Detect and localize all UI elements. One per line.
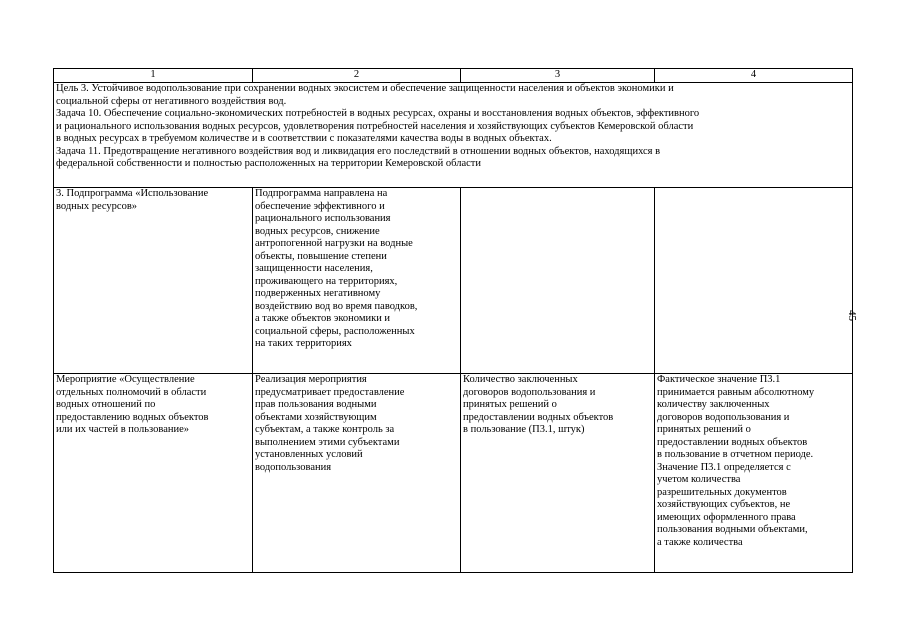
goal-cell <box>54 83 853 188</box>
cell-line: Мероприятие «Осуществление <box>56 374 195 385</box>
program-table <box>53 68 853 573</box>
measure-indicator-cell <box>461 374 655 573</box>
cell-line: предоставлении водных объектов <box>657 436 808 448</box>
task11-line: федеральной собственности и полностью расположенных на территории Кемеровской области <box>56 158 481 169</box>
cell-line: водных ресурсов» <box>56 200 138 212</box>
cell-line: Фактическое значение П3.1 <box>657 374 781 385</box>
cell-line: договоров водопользования и <box>463 386 596 398</box>
task11-line: Задача 11. Предотвращение негативного воздействия вод и ликвидация его последствий в отношении водных объектов, находящихся в <box>56 145 661 157</box>
cell-line: водных ресурсов, снижение <box>255 225 380 237</box>
cell-line: установленных условий <box>255 449 363 460</box>
task10-line: Задача 10. Обеспечение социально-экономических потребностей в водных ресурсах, охраны и восстановления водных объектов, эффективного <box>56 108 700 119</box>
header-row <box>54 69 853 83</box>
cell-line: объекты, повышение степени <box>255 250 387 262</box>
cell-line: Значение П3.1 определяется с <box>657 461 791 473</box>
subprogram-description-cell <box>253 188 461 374</box>
cell-line: предоставлению водных объектов <box>56 411 209 423</box>
measure-name-cell <box>54 374 253 573</box>
subprogram-method-cell <box>655 188 853 374</box>
cell-line: проживающего на территориях, <box>255 275 398 287</box>
cell-line: а также объектов экономики и <box>255 313 391 324</box>
cell-line: учетом количества <box>657 474 741 485</box>
cell-line: подверженных негативному <box>255 288 381 299</box>
subprogram-indicator-cell <box>461 188 655 374</box>
cell-line: субъектам, а также контроль за <box>255 424 395 435</box>
header-cell-4: 4 <box>655 69 853 83</box>
cell-line: 3. Подпрограмма «Использование <box>56 188 209 199</box>
cell-line: на таких территориях <box>255 338 352 349</box>
header-cell-2: 2 <box>253 69 461 83</box>
cell-line: или их частей в пользование» <box>56 424 189 435</box>
measure-method-cell <box>655 374 853 573</box>
cell-line: в пользование в отчетном периоде. <box>657 449 814 460</box>
cell-line: Подпрограмма направлена на <box>255 188 388 199</box>
goal-line: Цель 3. Устойчивое водопользование при сохранении водных экосистем и обеспечение защищенности населения и объектов экономики и <box>56 83 674 94</box>
cell-line: Реализация мероприятия <box>255 374 367 385</box>
cell-line: объектами хозяйствующим <box>255 411 377 423</box>
cell-line: в пользование (П3.1, штук) <box>463 424 585 435</box>
cell-line: водных отношений по <box>56 399 156 410</box>
header-cell-3: 3 <box>461 69 655 83</box>
cell-line: разрешительных документов <box>657 486 787 498</box>
cell-line: антропогенной нагрузки на водные <box>255 238 413 249</box>
goal-row <box>54 83 853 188</box>
cell-line: защищенности населения, <box>255 263 373 274</box>
cell-line: предусматривает предоставление <box>255 386 405 398</box>
task10-line: в водных ресурсах в требуемом количестве и в соответствии с показателями качества воды в водных объектах. <box>56 133 552 144</box>
cell-line: принимается равным абсолютному <box>657 386 815 398</box>
cell-line: воздействию вод во время паводков, <box>255 300 418 312</box>
cell-line: выполнением этими субъектами <box>255 436 400 448</box>
subprogram-name-cell <box>54 188 253 374</box>
cell-line: Количество заключенных <box>463 374 578 385</box>
subprogram-row <box>54 188 853 374</box>
page-number: 45 <box>846 310 858 321</box>
task10-line: и рационального использования водных ресурсов, удовлетворения потребностей населения и хозяйствующих субъектов Кемеровской области <box>56 120 694 132</box>
cell-line: отдельных полномочий в области <box>56 386 207 398</box>
cell-line: имеющих оформленного права <box>657 511 796 523</box>
goal-line: социальной сферы от негативного воздействия вод. <box>56 95 287 107</box>
cell-line: рационального использования <box>255 213 391 224</box>
cell-line: принятых решений о <box>463 399 557 410</box>
header-cell-1: 1 <box>54 69 253 83</box>
cell-line: предоставлении водных объектов <box>463 411 614 423</box>
cell-line: договоров водопользования и <box>657 411 790 423</box>
cell-line: хозяйствующих субъектов, не <box>657 499 791 510</box>
cell-line: водопользования <box>255 461 332 473</box>
measure-row <box>54 374 853 573</box>
cell-line: социальной сферы, расположенных <box>255 325 415 337</box>
measure-description-cell <box>253 374 461 573</box>
cell-line: количеству заключенных <box>657 399 770 410</box>
cell-line: пользования водными объектами, <box>657 524 808 535</box>
cell-line: а также количества <box>657 536 743 548</box>
cell-line: прав пользования водными <box>255 399 377 410</box>
cell-line: обеспечение эффективного и <box>255 200 385 212</box>
cell-line: принятых решений о <box>657 424 751 435</box>
